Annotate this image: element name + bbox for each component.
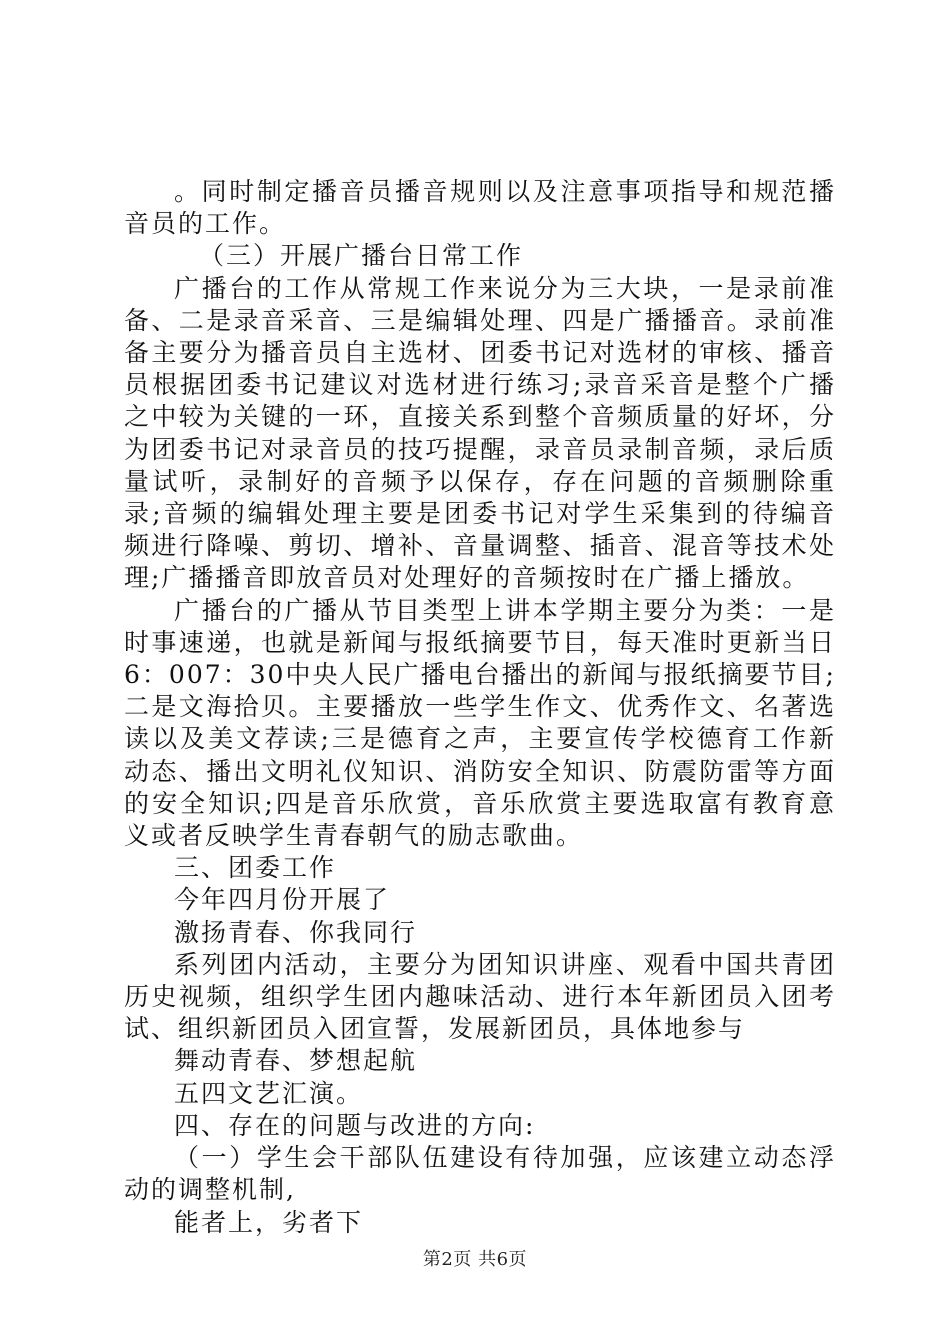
document-body — [124, 176, 836, 1239]
paragraph: 。同时制定播音员播音规则以及注意事项指导和规范播音员的工作。 — [124, 177, 836, 239]
paragraph: 广播台的广播从节目类型上讲本学期主要分为类：一是时事速递，也就是新闻与报纸摘要节目，每天准时更新当日6：007：30中央人民广播电台播出的新闻与报纸摘要节目;二是文海拾贝。主要播放一些学生作文、优秀作文、名著选读以及美文荐读;三是德育之声，主要宣传学校德育工作新动态、播出文明礼仪知识、消防安全知识、防震防雷等方面的安全知识;四是音乐欣赏，音乐欣赏主要选取富有教育意义或者反映学生青春朝气的励志歌曲。 — [124, 595, 836, 851]
paragraph: 舞动青春、梦想起航 — [174, 1046, 418, 1076]
page-number-footer: 第2页 共6页 — [422, 1249, 528, 1270]
paragraph: 广播台的工作从常规工作来说分为三大块，一是录前准备、二是录音采音、三是编辑处理、四是广播播音。录前准备主要分为播音员自主选材、团委书记对选材的审核、播音员根据团委书记建议对选材进行练习;录音采音是整个广播之中较为关键的一环，直接关系到整个音频质量的好坏，分为团委书记对录音员的技巧提醒，录音员录制音频，录后质量试听，录制好的音频予以保存，存在问题的音频删除重录;音频的编辑处理主要是团委书记对学生采集到的待编音频进行降噪、剪切、增补、音量调整、插音、混音等技术处理;广播播音即放音员对处理好的音频按时在广播上播放。 — [124, 273, 836, 593]
paragraph: （一）学生会干部队伍建设有待加强，应该建立动态浮动的调整机制, — [124, 1143, 836, 1205]
paragraph: 今年四月份开展了 — [174, 885, 391, 915]
paragraph: 激扬青春、你我同行 — [174, 917, 418, 947]
paragraph: 系列团内活动，主要分为团知识讲座、观看中国共青团历史视频，组织学生团内趣味活动、进行本年新团员入团考试、组织新团员入团宣誓，发展新团员，具体地参与 — [124, 949, 836, 1044]
section-heading: （三）开展广播台日常工作 — [199, 241, 524, 271]
section-heading: 三、团委工作 — [174, 853, 337, 883]
section-heading: 四、存在的问题与改进的方向: — [174, 1110, 536, 1140]
paragraph: 能者上，劣者下 — [174, 1207, 364, 1237]
paragraph: 五四文艺汇演。 — [174, 1078, 364, 1108]
